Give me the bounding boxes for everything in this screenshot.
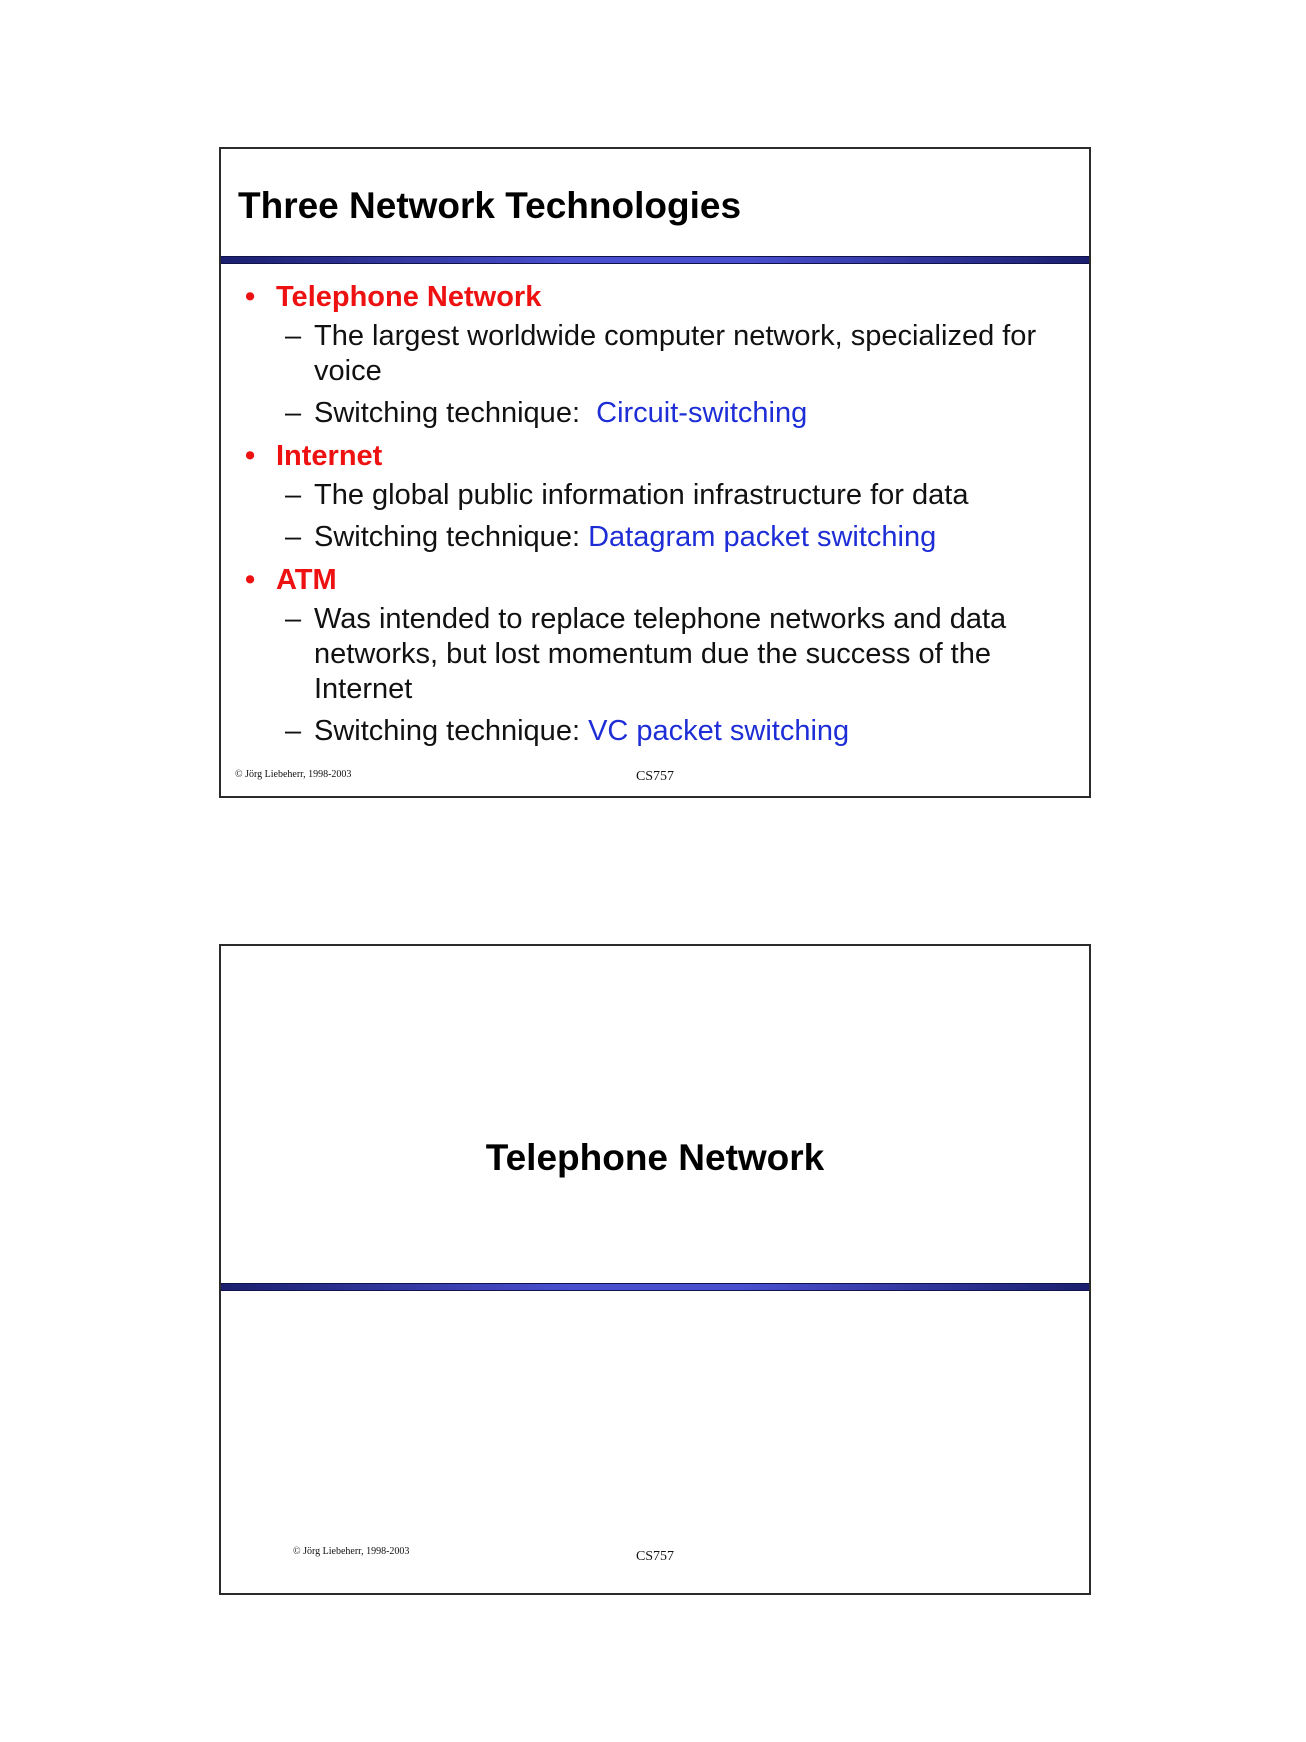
copyright-notice: © Jörg Liebeherr, 1998-2003 bbox=[235, 769, 352, 780]
course-code: CS757 bbox=[635, 1549, 675, 1564]
dash-icon: – bbox=[285, 715, 302, 747]
sub-item-highlight: Circuit-switching bbox=[596, 397, 808, 429]
section-divider bbox=[221, 1283, 1089, 1291]
sub-item-text: The global public information infrastructure for data bbox=[314, 479, 969, 511]
sub-item-text: Switching technique: bbox=[314, 715, 589, 747]
section-title: Telephone Network bbox=[485, 1137, 825, 1178]
dash-icon: – bbox=[285, 397, 302, 429]
dash-icon: – bbox=[285, 479, 302, 511]
slide-title: Three Network Technologies bbox=[238, 185, 742, 226]
sub-item bbox=[221, 520, 1089, 555]
bullet-dot-icon: • bbox=[245, 564, 256, 596]
dash-icon: – bbox=[285, 603, 302, 635]
sub-item-highlight: VC packet switching bbox=[588, 715, 850, 747]
slide-three-network-technologies bbox=[219, 147, 1091, 798]
bullet-internet bbox=[221, 438, 1089, 474]
bullet-dot-icon: • bbox=[245, 440, 256, 472]
slide-telephone-network bbox=[219, 944, 1091, 1595]
bullet-label: Telephone Network bbox=[276, 281, 542, 313]
bullet-atm bbox=[221, 562, 1089, 598]
slide-content bbox=[221, 279, 1089, 756]
sub-item-highlight: Datagram packet switching bbox=[588, 521, 937, 553]
copyright-notice: © Jörg Liebeherr, 1998-2003 bbox=[293, 1546, 410, 1557]
bullet-label: Internet bbox=[276, 440, 383, 472]
dash-icon: – bbox=[285, 521, 302, 553]
bullet-telephone-network bbox=[221, 279, 1089, 315]
title-divider bbox=[221, 256, 1089, 264]
sub-item bbox=[221, 714, 1089, 749]
sub-item bbox=[221, 478, 1089, 513]
sub-item-text: The largest worldwide computer network, specialized for voice bbox=[314, 320, 1037, 387]
sub-item bbox=[221, 602, 1089, 707]
bullet-dot-icon: • bbox=[245, 281, 256, 313]
sub-item-text: Switching technique: bbox=[314, 521, 589, 553]
sub-item-text: Switching technique: bbox=[314, 397, 597, 429]
sub-item bbox=[221, 396, 1089, 431]
dash-icon: – bbox=[285, 320, 302, 352]
sub-item-text: Was intended to replace telephone networks and data networks, but lost momentum due the success of the Internet bbox=[314, 603, 1007, 705]
sub-item bbox=[221, 319, 1089, 389]
course-code: CS757 bbox=[635, 769, 675, 784]
bullet-label: ATM bbox=[276, 564, 337, 596]
